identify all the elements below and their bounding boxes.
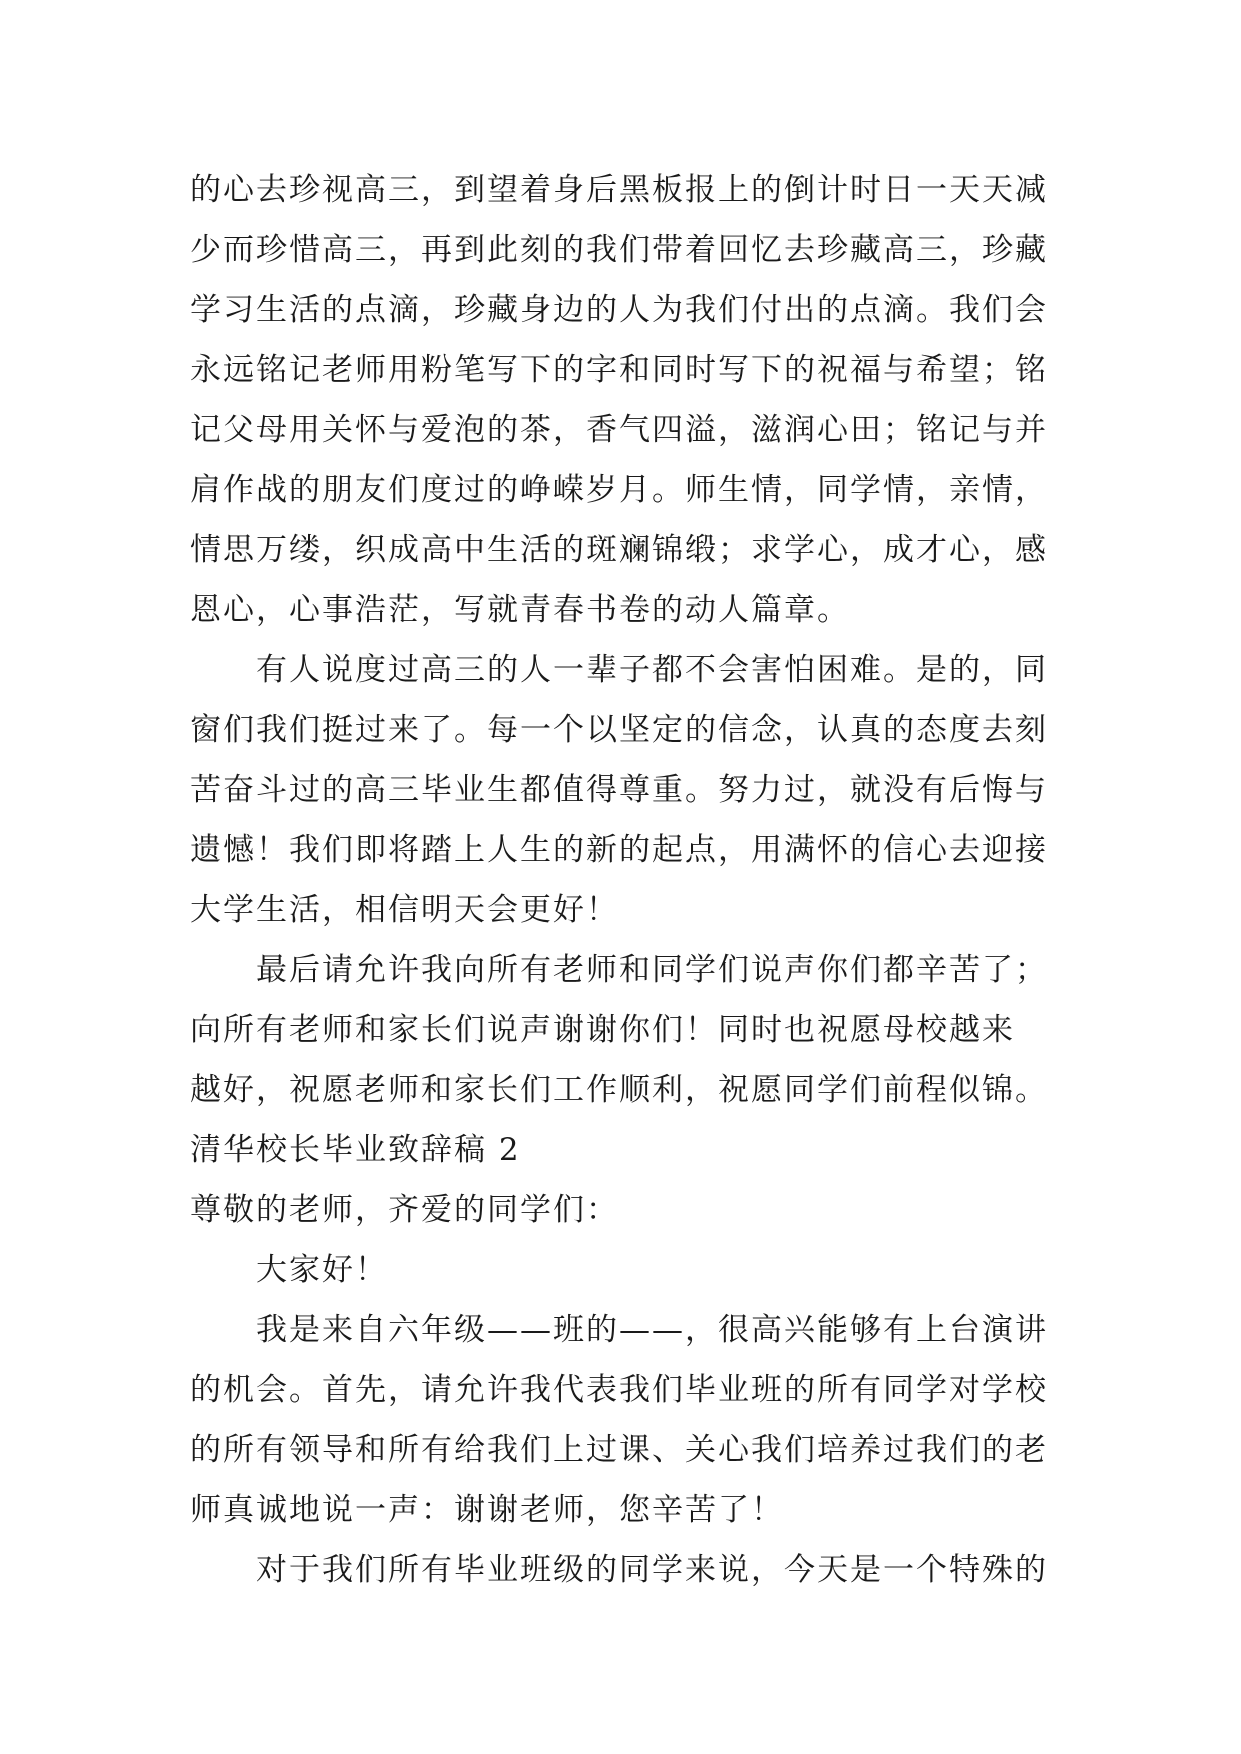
- document-body: [190, 160, 1070, 1600]
- text-line: 永远铭记老师用粉笔写下的字和同时写下的祝福与希望；铭: [190, 352, 1048, 388]
- text-line: 的机会。首先，请允许我代表我们毕业班的所有同学对学校: [190, 1372, 1048, 1408]
- section-title: 清华校长毕业致辞稿 2: [190, 1132, 521, 1168]
- text-line: 少而珍惜高三，再到此刻的我们带着回忆去珍藏高三，珍藏: [190, 232, 1048, 268]
- paragraph-first-line: 有人说度过高三的人一辈子都不会害怕困难。是的，同: [256, 652, 1048, 688]
- text-line: 情思万缕，织成高中生活的斑斓锦缎；求学心，成才心，感: [190, 532, 1048, 568]
- text-line: 窗们我们挺过来了。每一个以坚定的信念，认真的态度去刻: [190, 712, 1048, 748]
- paragraph-first-line: 我是来自六年级——班的——，很高兴能够有上台演讲: [256, 1312, 1048, 1348]
- text-line: 向所有老师和家长们说声谢谢你们！同时也祝愿母校越来: [190, 1012, 1015, 1048]
- text-line: 学习生活的点滴，珍藏身边的人为我们付出的点滴。我们会: [190, 292, 1048, 328]
- text-line: 的所有领导和所有给我们上过课、关心我们培养过我们的老: [190, 1432, 1048, 1468]
- text-line: 遗憾！我们即将踏上人生的新的起点，用满怀的信心去迎接: [190, 832, 1048, 868]
- paragraph-first-line: 对于我们所有毕业班级的同学来说，今天是一个特殊的: [256, 1552, 1048, 1588]
- text-line: 越好，祝愿老师和家长们工作顺利，祝愿同学们前程似锦。: [190, 1072, 1048, 1108]
- text-line: 大学生活，相信明天会更好！: [190, 892, 619, 928]
- text-line: 师真诚地说一声：谢谢老师，您辛苦了！: [190, 1492, 784, 1528]
- text-line: 恩心，心事浩茫，写就青春书卷的动人篇章。: [190, 592, 850, 628]
- text-line: 记父母用关怀与爱泡的茶，香气四溢，滋润心田；铭记与并: [190, 412, 1048, 448]
- text-line: 的心去珍视高三，到望着身后黑板报上的倒计时日一天天减: [190, 172, 1048, 208]
- salutation: 尊敬的老师，齐爱的同学们：: [190, 1192, 619, 1228]
- text-line: 苦奋斗过的高三毕业生都值得尊重。努力过，就没有后悔与: [190, 772, 1048, 808]
- text-line: 肩作战的朋友们度过的峥嵘岁月。师生情，同学情，亲情，: [190, 472, 1048, 508]
- paragraph-first-line: 最后请允许我向所有老师和同学们说声你们都辛苦了；: [256, 952, 1048, 988]
- greeting: 大家好！: [256, 1252, 388, 1288]
